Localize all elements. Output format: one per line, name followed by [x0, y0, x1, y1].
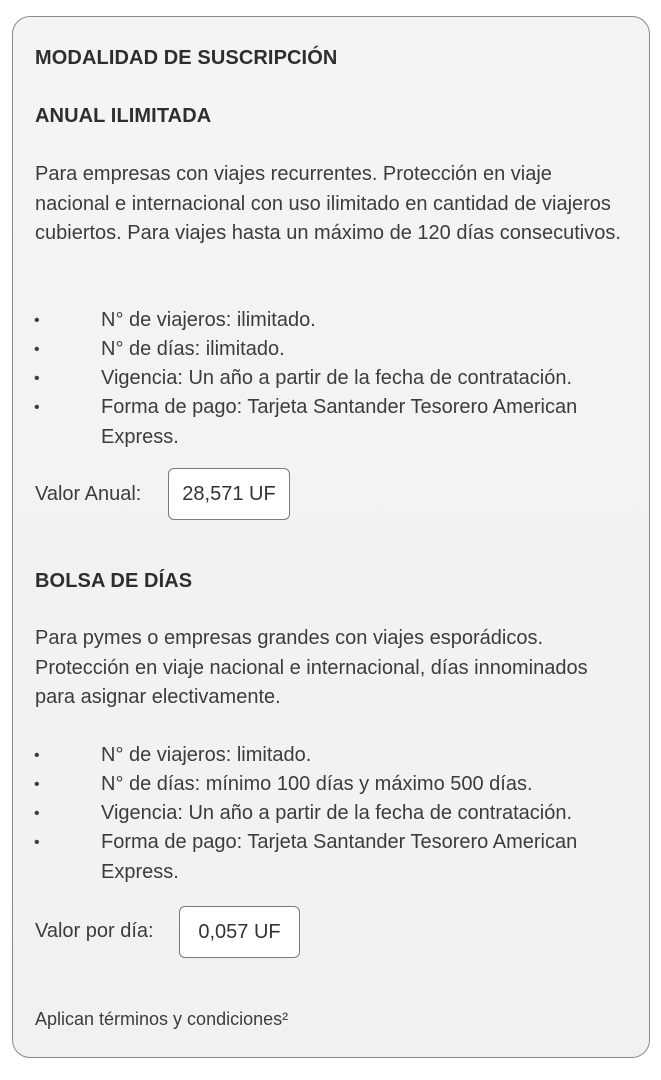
- bullet-dot: •: [34, 805, 40, 822]
- annual-bullet-payment: Forma de pago: Tarjeta Santander Tesorero American Express.: [101, 396, 578, 448]
- annual-description: Para empresas con viajes recurrentes. Protección en viaje nacional e internacional con uso ilimitado en cantidad de viajeros cubiertos. Para viajes hasta un máximo de 120 días consecutivos.: [35, 163, 621, 244]
- bullet-dot: •: [34, 341, 40, 358]
- terms-footnote: Aplican términos y condiciones²: [35, 1009, 289, 1029]
- annual-value-label: Valor Anual:: [35, 483, 142, 505]
- bullet-dot: •: [34, 747, 40, 764]
- page-title: MODALIDAD DE SUSCRIPCIÓN: [35, 47, 338, 69]
- section-heading-days: BOLSA DE DÍAS: [35, 570, 193, 592]
- days-value-box: 0,057 UF: [179, 906, 300, 958]
- days-bullet-validity: Vigencia: Un año a partir de la fecha de contratación.: [101, 802, 573, 824]
- days-description: Para pymes o empresas grandes con viajes esporádicos. Protección en viaje nacional e internacional, días innominados para asignar electivamente.: [35, 627, 588, 708]
- bullet-dot: •: [34, 834, 40, 851]
- annual-bullet-list: [0, 306, 661, 456]
- annual-bullet-validity: Vigencia: Un año a partir de la fecha de contratación.: [101, 367, 573, 389]
- days-bullet-travelers: N° de viajeros: limitado.: [101, 744, 312, 766]
- bullet-dot: •: [34, 370, 40, 387]
- bullet-dot: •: [34, 399, 40, 416]
- annual-bullet-days: N° de días: ilimitado.: [101, 338, 285, 360]
- section-heading-annual: ANUAL ILIMITADA: [35, 105, 212, 127]
- annual-value-box: 28,571 UF: [168, 468, 290, 520]
- days-bullet-list: [0, 741, 661, 891]
- bullet-dot: •: [34, 312, 40, 329]
- annual-bullet-travelers: N° de viajeros: ilimitado.: [101, 309, 316, 331]
- days-bullet-payment: Forma de pago: Tarjeta Santander Tesorero American Express.: [101, 831, 578, 883]
- bullet-dot: •: [34, 776, 40, 793]
- days-value-label: Valor por día:: [35, 920, 154, 942]
- days-bullet-days: N° de días: mínimo 100 días y máximo 500 días.: [101, 773, 533, 795]
